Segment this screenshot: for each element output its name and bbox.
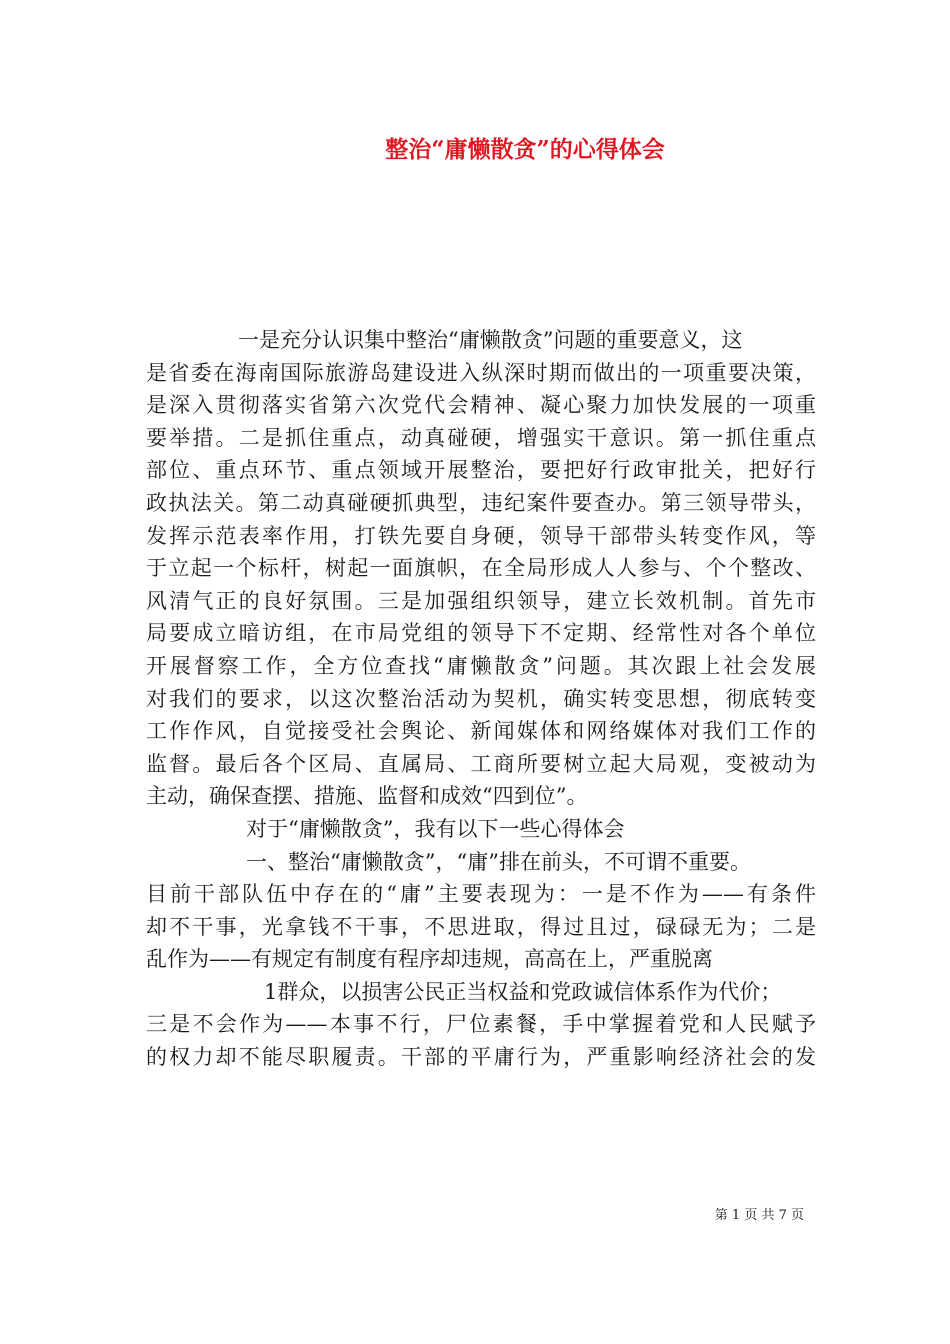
document-body (146, 324, 816, 1074)
body-line: 一是充分认识集中整治“庸懒散贪”问题的重要意义，这 (238, 328, 743, 352)
body-line: 对于“庸懒散贪”，我有以下一些心得体会 (246, 816, 625, 841)
page-number: 第 1 页 共 7 页 (714, 1208, 804, 1223)
body-line: 三是不会作为——本事不行，尸位素餐，手中掌握着党和人民赋予 (146, 1012, 816, 1037)
body-line: 局要成立暗访组，在市局党组的领导下不定期、经常性对各个单位 (146, 621, 816, 646)
body-line: 一、整治“庸懒散贪”，“庸”排在前头，不可谓不重要。 (246, 849, 751, 874)
body-line: 工作作风，自觉接受社会舆论、新闻媒体和网络媒体对我们工作的 (146, 719, 816, 744)
body-line: 是省委在海南国际旅游岛建设进入纵深时期而做出的一项重要决策， (146, 360, 816, 385)
body-line: 1群众，以损害公民正当权益和党政诚信体系作为代价； (264, 979, 782, 1004)
body-line: 部位、重点环节、重点领域开展整治，要把好行政审批关，把好行 (146, 458, 816, 483)
body-line: 要举措。二是抓住重点，动真碰硬，增强实干意识。第一抓住重点 (146, 425, 816, 450)
document-title: 整治“庸懒散贪”的心得体会 (385, 136, 665, 163)
body-line: 对我们的要求，以这次整治活动为契机，确实转变思想，彻底转变 (146, 686, 816, 711)
body-line: 于立起一个标杆，树起一面旗帜，在全局形成人人参与、个个整改、 (146, 556, 816, 581)
body-line: 的权力却不能尽职履责。干部的平庸行为，严重影响经济社会的发 (146, 1045, 816, 1070)
body-line: 却不干事，光拿钱不干事，不思进取，得过且过，碌碌无为；二是 (146, 914, 816, 939)
body-line: 目前干部队伍中存在的“庸”主要表现为：一是不作为——有条件 (146, 882, 816, 907)
body-line: 主动，确保查摆、措施、监督和成效“四到位”。 (146, 784, 588, 809)
body-line: 发挥示范表率作用，打铁先要自身硬，领导干部带头转变作风，等 (146, 523, 816, 548)
body-line: 是深入贯彻落实省第六次党代会精神、凝心聚力加快发展的一项重 (146, 393, 816, 418)
body-line: 监督。最后各个区局、直属局、工商所要树立起大局观，变被动为 (146, 751, 816, 776)
body-line: 风清气正的良好氛围。三是加强组织领导，建立长效机制。首先市 (146, 588, 816, 613)
body-line: 开展督察工作，全方位查找“庸懒散贪”问题。其次跟上社会发展 (146, 653, 816, 678)
body-line: 乱作为——有规定有制度有程序却违规，高高在上，严重脱离 (146, 947, 713, 972)
body-line: 政执法关。第二动真碰硬抓典型，违纪案件要查办。第三领导带头， (146, 490, 816, 515)
